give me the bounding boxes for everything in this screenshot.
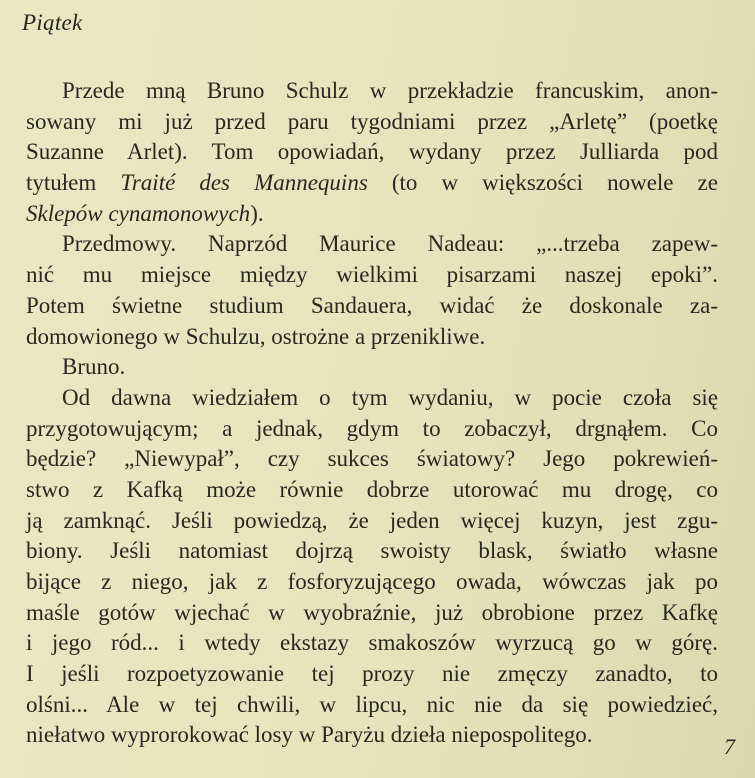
text-line: i jego ród... i wtedy ekstazy smakoszów wyrzucą go w górę. — [26, 630, 718, 656]
text-line: Bruno. — [62, 354, 126, 380]
book-title-italic: Traité des Mannequins — [120, 170, 368, 196]
text-line: ją zamknąć. Jeśli powiedzą, że jeden więcej kuzyn, jest zgu- — [26, 507, 718, 533]
text-line: sowany mi już przed paru tygodniami przez „Arletę” (poetkę — [26, 108, 718, 134]
text-line: domowionego w Schulzu, ostrożne a przenikliwe. — [26, 323, 486, 349]
text-line: Suzanne Arlet). Tom opowiadań, wydany przez Julliarda pod — [26, 139, 718, 165]
body-text — [26, 76, 718, 751]
text-line: stwo z Kafką może równie dobrze utorować mu drogę, co — [26, 476, 718, 502]
text-line: Przede mną Bruno Schulz w przekładzie francuskim, anon- — [62, 78, 718, 103]
text-line: Sklepów cynamonowych). — [26, 200, 264, 226]
text-line: biony. Jeśli natomiast dojrzą swoisty blask, światło własne — [26, 538, 718, 564]
text-line: niełatwo wyprorokować losy w Paryżu dzieła niepospolitego. — [26, 722, 593, 748]
text-line: bijące z niego, jak z fosforyzującego owada, wówczas jak po — [26, 569, 718, 594]
running-title: Piątek — [22, 10, 83, 35]
collection-title-italic: Sklepów cynamonowych — [26, 200, 251, 226]
text-line: tytułem Traité des Mannequins (to w większości nowele ze — [26, 170, 718, 196]
text-line: maśle gotów wjechać w wyobraźnie, już obrobione przez Kafkę — [26, 599, 718, 625]
text-line: przygotowującym; a jednak, gdym to zobaczył, drgnąłem. Co — [26, 415, 718, 441]
text-line: Potem świetne studium Sandauera, widać że doskonale za- — [26, 292, 718, 318]
text-line: I jeśli rozpoetyzowanie tej prozy nie zmęczy zanadto, to — [26, 661, 718, 687]
text-line: nić mu miejsce między wielkimi pisarzami naszej epoki”. — [26, 262, 718, 288]
page-number: 7 — [724, 734, 735, 759]
text-line: Od dawna wiedziałem o tym wydaniu, w pocie czoła się — [62, 384, 718, 410]
text-line: olśni... Ale w tej chwili, w lipcu, nic nie da się powiedzieć, — [26, 691, 718, 717]
text-line: będzie? „Niewypał”, czy sukces światowy? Jego pokrewień- — [26, 446, 718, 472]
text-line: Przedmowy. Naprzód Maurice Nadeau: „...trzeba zapew- — [62, 231, 718, 257]
